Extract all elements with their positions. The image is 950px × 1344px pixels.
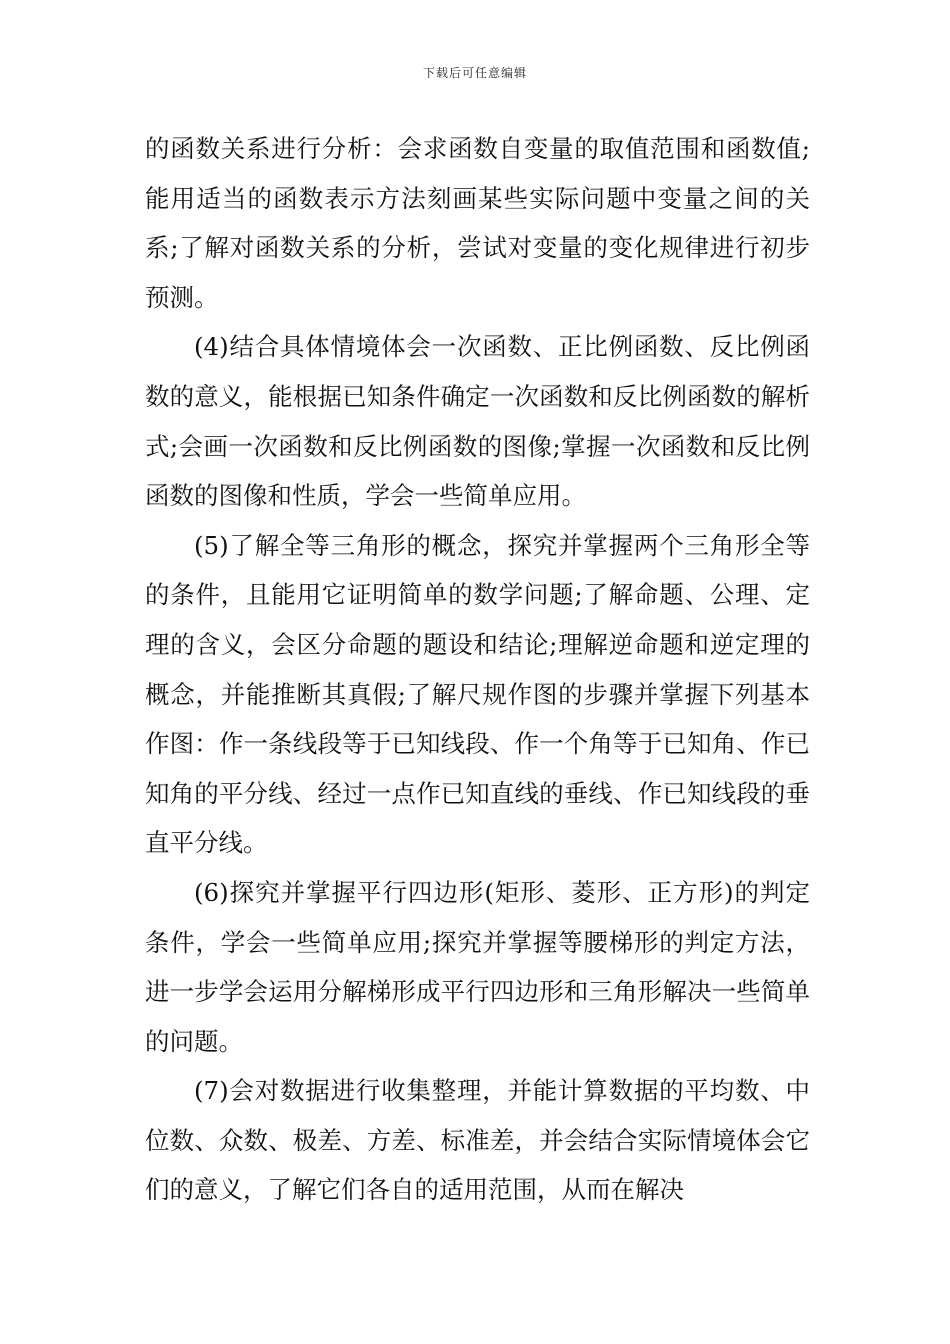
paragraph-item-5: (5)了解全等三角形的概念，探究并掌握两个三角形全等的条件，且能用它证明简单的数学问题;了解命题、公理、定理的含义，会区分命题的题设和结论;理解逆命题和逆定理的概念，并能推断其真假;了解尺规作图的步骤并掌握下列基本作图：作一条线段等于已知线段、作一个角等于已知角、作已知角的平分线、经过一点作已知直线的垂线、作已知线段的垂直平分线。 <box>145 530 810 858</box>
header-note: 下载后可任意编辑 <box>422 66 527 80</box>
document-body <box>145 124 810 1215</box>
paragraph-item-6: (6)探究并掌握平行四边形(矩形、菱形、正方形)的判定条件，学会一些简单应用;探究并掌握等腰梯形的判定方法，进一步学会运用分解梯形成平行四边形和三角形解决一些简单的问题。 <box>145 877 810 1056</box>
paragraph-continued: 的函数关系进行分析：会求函数自变量的取值范围和函数值;能用适当的函数表示方法刻画某些实际问题中变量之间的关系;了解对函数关系的分析，尝试对变量的变化规律进行初步预测。 <box>145 134 810 312</box>
paragraph-item-4: (4)结合具体情境体会一次函数、正比例函数、反比例函数的意义，能根据已知条件确定一次函数和反比例函数的解析式;会画一次函数和反比例函数的图像;掌握一次函数和反比例函数的图像和性质，学会一些简单应用。 <box>145 332 810 511</box>
paragraph-item-7: (7)会对数据进行收集整理，并能计算数据的平均数、中位数、众数、极差、方差、标准差，并会结合实际情境体会它们的意义，了解它们各自的适用范围，从而在解决 <box>145 1076 810 1205</box>
